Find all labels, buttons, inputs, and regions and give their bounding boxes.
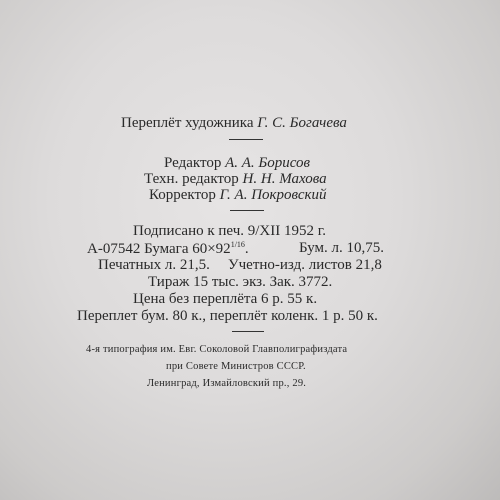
divider-3 <box>232 331 264 332</box>
tech-editor-name: Н. Н. Махова <box>242 171 327 187</box>
binding-price-line: Переплет бум. 80 к., переплёт коленк. 1 р. 50 к. <box>77 308 378 324</box>
binding-artist-name: Г. С. Богачева <box>257 115 347 131</box>
tech-editor-role: Техн. редактор <box>144 171 239 187</box>
editor-line <box>164 156 310 171</box>
order-paper-line <box>87 241 249 257</box>
editor-role: Редактор <box>164 155 222 171</box>
print-run-line: Тираж 15 тыс. экз. Зак. 3772. <box>148 274 333 290</box>
publisher-sheets: Учетно-изд. листов 21,8 <box>228 257 382 273</box>
price-line: Цена без переплёта 6 р. 55 к. <box>133 291 318 307</box>
signed-line: Подписано к печ. 9/XII 1952 г. <box>133 223 326 239</box>
divider-2 <box>230 210 264 211</box>
proofreader-role: Корректор <box>149 187 216 203</box>
tech-editor-line <box>144 172 327 187</box>
divider-1 <box>229 139 263 140</box>
editor-name: А. А. Борисов <box>225 155 311 171</box>
paper-format: Бумага $60\times 92^{1/16}$. <box>144 240 249 257</box>
proofreader-line <box>149 188 327 203</box>
proofreader-name: Г. А. Покровский <box>219 187 327 203</box>
print-sheets: Печатных л. 21,5. <box>98 257 210 273</box>
printer-line-2: при Совете Министров СССР. <box>166 361 306 372</box>
binding-artist-prefix: Переплёт художника <box>121 115 254 131</box>
order-code: А-07542 <box>87 241 141 257</box>
binding-artist-line <box>121 116 347 131</box>
paper-format-fraction: 1/16 <box>230 240 245 249</box>
paper-sheets: Бум. л. 10,75. <box>299 240 385 256</box>
printer-line-3: Ленинград, Измайловский пр., 29. <box>147 378 307 389</box>
printer-line-1: 4-я типография им. Евг. Соколовой Главполиграфиздата <box>86 344 348 355</box>
